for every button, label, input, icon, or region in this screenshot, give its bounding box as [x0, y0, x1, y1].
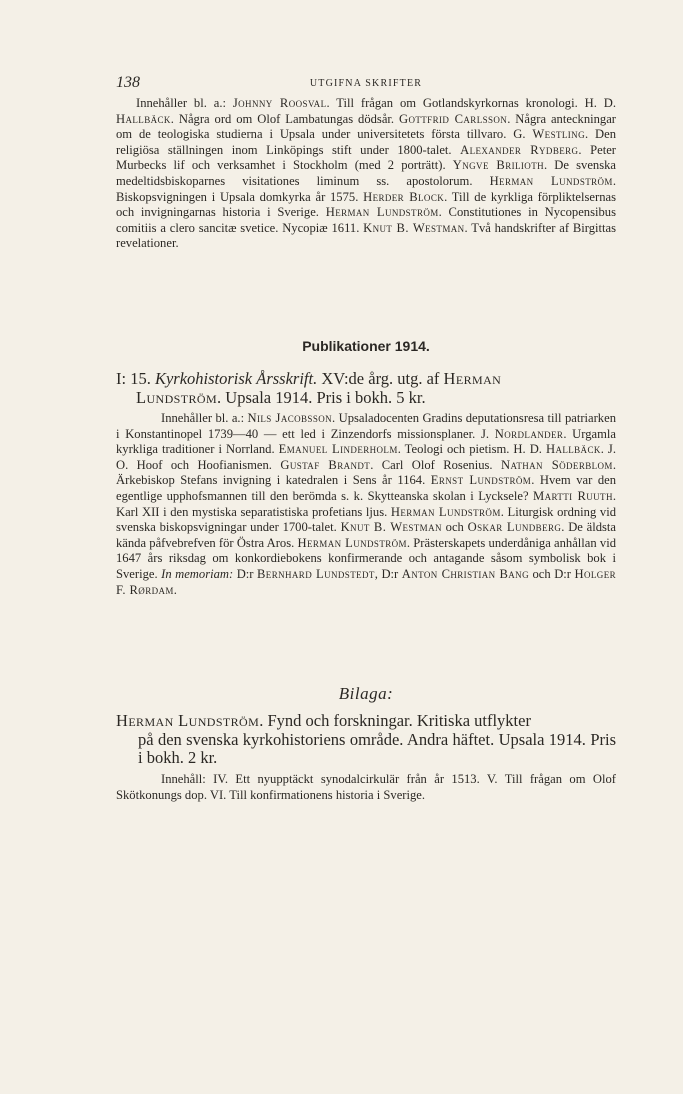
- text-span: . Karl XII i den mystiska separatistiska profetians ljus.: [116, 488, 616, 519]
- author-name: Gottfrid Carlsson: [398, 111, 508, 126]
- author-name: Knut B. Westman: [340, 520, 442, 535]
- author-name: Yngve Brilioth: [452, 158, 544, 173]
- text-span: . Till de kyrkliga förpliktelsernas och invigningarnas historia i Sverige.: [116, 189, 616, 220]
- contents-paragraph-3: [116, 772, 616, 803]
- text-span: . Hvem var den egentlige upphofsmannen till den berömda s. k. Skytteanska skolan i Lycksele?: [116, 473, 617, 503]
- person-name: Anton Christian Bang: [401, 566, 529, 581]
- page-header: [116, 74, 616, 94]
- author-name: Oskar Lundberg: [467, 520, 562, 535]
- author-name: Herman Lundström: [297, 535, 407, 550]
- publication-entry-1: [116, 370, 616, 407]
- text-span: . Liturgisk ordning vid svenska biskopsvigningar under 1700-talet.: [116, 504, 616, 535]
- entry-title: Kyrkohistorisk Årsskrift.: [154, 369, 318, 388]
- author-name: Westling: [532, 127, 585, 142]
- author-name: Nils Jacobsson: [247, 411, 333, 425]
- section-heading: Publikationer 1914.: [302, 338, 430, 354]
- text-span: Innehåller bl. a.:: [161, 411, 248, 425]
- author-name: Herman Lundström: [390, 504, 501, 519]
- text-span: . De svenska medeltidsbiskoparnes visitationes liminum ss. apostolorum.: [116, 158, 616, 188]
- author-name: Hallbäck: [545, 442, 601, 457]
- text-span: . Några anteckningar om de teologiska studierna i Upsala under universitetets första tillvaro. G.: [116, 111, 617, 142]
- author-name: Knut B. Westman: [363, 220, 465, 235]
- text-span: . Carl Olof Rosenius.: [370, 457, 501, 472]
- text-span: Innehåll: IV. Ett nyupptäckt synodalcirkulär från år 1513. V. Till frågan om Olof Skötkonungs dop. VI. Till konfirmationens historia i Sverige.: [116, 772, 616, 802]
- author-name: Herman Lundström: [325, 205, 439, 220]
- contents-paragraph-1: [116, 96, 616, 252]
- author-name: Martti Ruuth: [533, 488, 613, 503]
- author-name: Johnny Roosval: [232, 96, 327, 110]
- text-span: D:r: [233, 566, 257, 581]
- text-span: . Två handskrifter af Birgittas revelationer.: [116, 220, 617, 251]
- author-name: Ernst Lundström: [430, 473, 532, 488]
- author-name: Nordlander: [494, 426, 564, 441]
- text-span: . Biskopsvigningen i Upsala domkyrka år 1575.: [116, 173, 616, 204]
- author-name: Nathan Söderblom: [500, 457, 613, 472]
- in-memoriam-label: In memoriam:: [161, 566, 234, 581]
- editor-name: Herman: [443, 369, 502, 388]
- publication-entry-2: [116, 712, 616, 768]
- person-name: Holger F. Rørdam: [116, 566, 616, 597]
- text-span: . Fynd och forskningar. Kritiska utflykter: [259, 711, 531, 730]
- text-span: . Peter Murbecks lif och verksamhet i Stockholm (med 2 porträtt).: [116, 142, 616, 173]
- author-name: Herman Lundström: [116, 711, 260, 730]
- author-name: Hallbäck: [116, 111, 171, 126]
- author-name: Alexander Rydberg: [460, 142, 579, 157]
- text-span: .: [173, 582, 177, 597]
- text-span: . Prästerskapets underdåniga anhållan vid 1647 års riksdag om konkordiebokens konfirmerande och antagande såsom symbolisk bok i Sverige.: [116, 535, 616, 581]
- author-name: Emanuel Linderholm: [278, 442, 398, 457]
- bilaga-heading: Bilaga:: [338, 684, 394, 703]
- text-span: . J. O. Hoof och Hoofianismen.: [116, 442, 616, 472]
- text-span: . Upsala 1914. Pris i bokh. 5 kr.: [217, 387, 426, 407]
- text-span: . Urgamla kyrkliga traditioner i Norrland.: [116, 426, 616, 457]
- text-span: . Upsaladocenten Gradins deputationsresa till patriarken i Konstantinopel 1739—40 — ett led i Zinzendorfs missionsplaner. J.: [116, 411, 616, 441]
- text-span: . Ärkebiskop Stefans invigning i katedralen i Sens år 1164.: [116, 457, 616, 488]
- author-name: Gustaf Brandt: [280, 457, 371, 472]
- text-span: . De äldsta kända påfvebrefven för Östra Aros.: [116, 520, 617, 550]
- contents-paragraph-2: [116, 411, 616, 598]
- person-name: Bernhard Lundstedt: [257, 566, 375, 581]
- text-span: . Constitutiones in Nycopensibus comitiis a clero sancitæ svetice. Nycopiæ 1611.: [116, 205, 616, 235]
- text-span: och: [441, 520, 468, 535]
- editor-name: Lundström: [136, 387, 218, 407]
- text-span: . Teologi och pietism. H. D.: [397, 442, 546, 457]
- entry-number: I: 15.: [116, 369, 155, 388]
- text-span: på den svenska kyrkohistoriens område. Andra häftet. Upsala 1914. Pris i bokh. 2 kr.: [138, 729, 616, 767]
- text-span: . Till frågan om Gotlandskyrkornas kronologi. H. D.: [326, 96, 616, 110]
- author-name: Herman Lundström: [489, 173, 613, 188]
- text-span: Innehåller bl. a.:: [136, 96, 233, 110]
- text-span: XV:de årg. utg. af: [317, 369, 444, 388]
- text-span: och D:r: [529, 566, 575, 581]
- page-number: 138: [116, 74, 140, 91]
- author-name: Herder Block: [363, 189, 445, 204]
- running-title: UTGIFNA SKRIFTER: [309, 78, 423, 89]
- text-span: . Den religiösa ställningen inom Linköpings stift under 1800-talet.: [116, 127, 616, 157]
- text-span: . Några ord om Olof Lambatungas dödsår.: [170, 111, 399, 126]
- text-span: , D:r: [374, 566, 402, 581]
